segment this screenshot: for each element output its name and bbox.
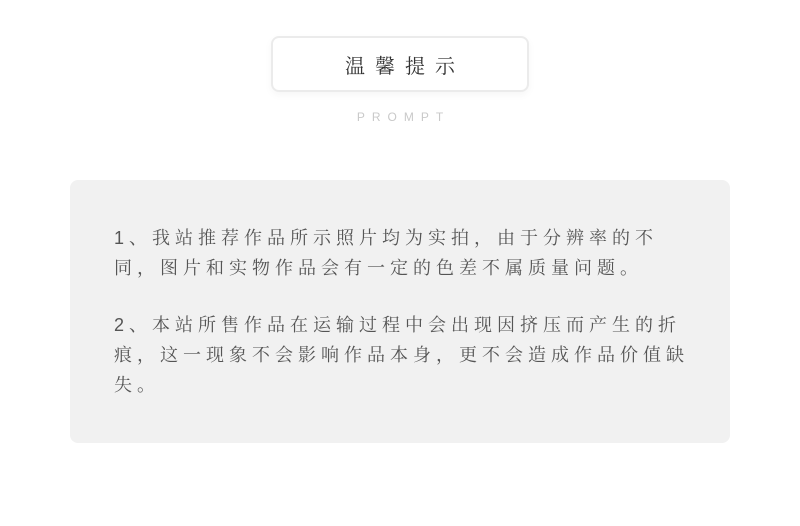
subtitle-label: PROMPT <box>356 110 451 124</box>
notice-line: 2、本站所售作品在运输过程中会出现因挤压而产生的折 <box>114 315 682 335</box>
notice-line: 1、我站推荐作品所示照片均为实拍，由于分辨率的不 <box>114 228 659 248</box>
notice-line: 失。 <box>114 375 160 395</box>
notice-paragraph-1 <box>114 223 706 283</box>
title-card <box>271 36 529 92</box>
notice-paragraph-2 <box>114 310 706 400</box>
notice-line: 痕，这一现象不会影响作品本身，更不会造成作品价值缺 <box>114 345 689 365</box>
notice-line: 同，图片和实物作品会有一定的色差不属质量问题。 <box>114 258 643 278</box>
page-title: 温馨提示 <box>345 55 465 78</box>
notice-panel <box>70 180 730 443</box>
